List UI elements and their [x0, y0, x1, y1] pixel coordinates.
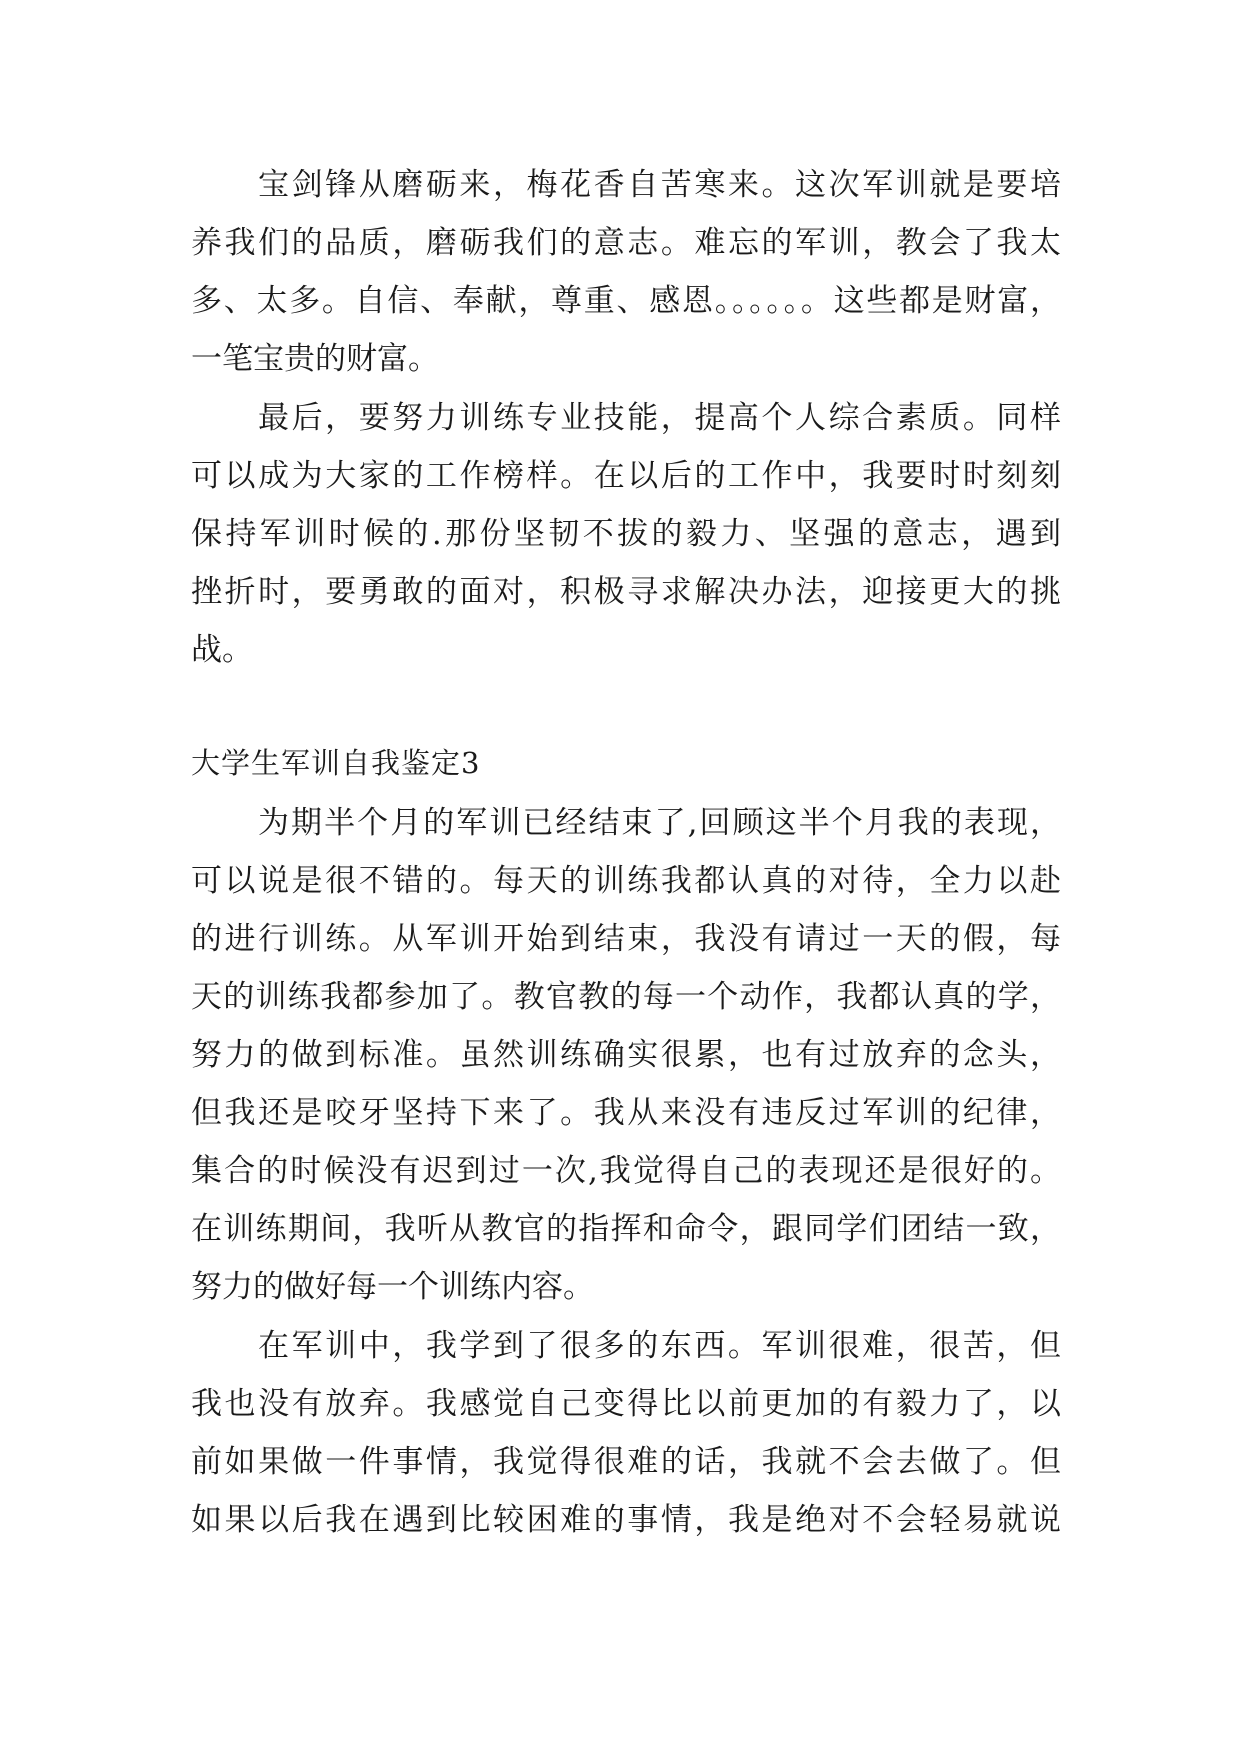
paragraph-line: 可以成为大家的工作榜样。在以后的工作中，我要时时刻刻	[191, 458, 1061, 494]
paragraph-line: 天的训练我都参加了。教官教的每一个动作，我都认真的学，	[191, 979, 1061, 1015]
paragraph-line: 努力的做好每一个训练内容。	[191, 1269, 594, 1305]
paragraph-line: 挫折时，要勇敢的面对，积极寻求解决办法，迎接更大的挑	[191, 574, 1061, 610]
paragraph-line: 的进行训练。从军训开始到结束，我没有请过一天的假，每	[191, 921, 1061, 957]
paragraph-line: 为期半个月的军训已经结束了,回顾这半个月我的表现，	[258, 805, 1061, 841]
paragraph-line: 如果以后我在遇到比较困难的事情，我是绝对不会轻易就说	[191, 1502, 1061, 1538]
section-heading: 大学生军训自我鉴定3	[191, 746, 481, 780]
paragraph-line: 一笔宝贵的财富。	[191, 341, 439, 377]
paragraph-line: 我也没有放弃。我感觉自己变得比以前更加的有毅力了，以	[191, 1386, 1061, 1422]
paragraph-line: 养我们的品质，磨砺我们的意志。难忘的军训，教会了我太	[191, 225, 1061, 261]
paragraph-line: 但我还是咬牙坚持下来了。我从来没有违反过军训的纪律，	[191, 1095, 1061, 1131]
paragraph-line: 保持军训时候的.那份坚韧不拔的毅力、坚强的意志，遇到	[191, 516, 1061, 552]
paragraph-line: 多、太多。自信、奉献，尊重、感恩。。。。。。这些都是财富，	[191, 283, 1061, 319]
paragraph-line: 最后，要努力训练专业技能，提高个人综合素质。同样	[258, 400, 1061, 436]
paragraph-line: 前如果做一件事情，我觉得很难的话，我就不会去做了。但	[191, 1444, 1061, 1480]
paragraph-line: 宝剑锋从磨砺来，梅花香自苦寒来。这次军训就是要培	[258, 167, 1061, 203]
paragraph-line: 战。	[191, 632, 253, 668]
paragraph-line: 努力的做到标准。虽然训练确实很累，也有过放弃的念头，	[191, 1037, 1061, 1073]
paragraph-line: 集合的时候没有迟到过一次,我觉得自己的表现还是很好的。	[191, 1153, 1061, 1189]
paragraph-line: 在军训中，我学到了很多的东西。军训很难，很苦，但	[258, 1328, 1061, 1364]
paragraph-line: 在训练期间，我听从教官的指挥和命令，跟同学们团结一致，	[191, 1211, 1061, 1247]
paragraph-line: 可以说是很不错的。每天的训练我都认真的对待，全力以赴	[191, 863, 1061, 899]
